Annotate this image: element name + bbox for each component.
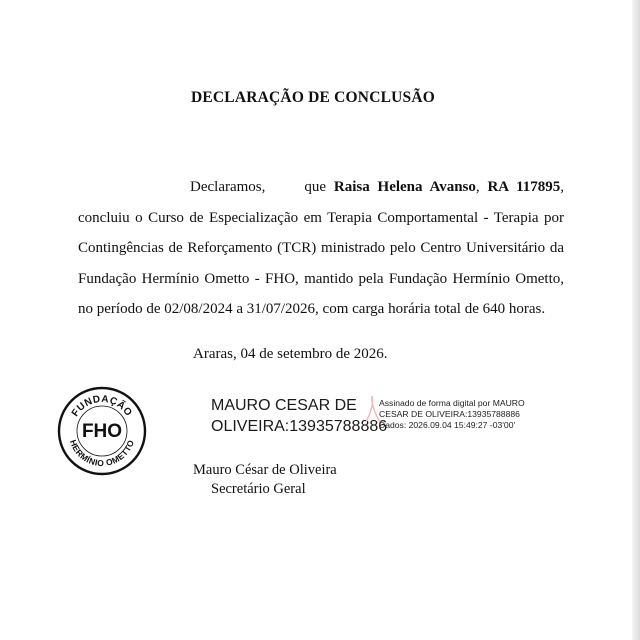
paragraph-line-1 bbox=[78, 172, 564, 203]
signature-meta-line-1: Assinado de forma digital por MAURO bbox=[379, 398, 525, 408]
digital-signature-details bbox=[379, 398, 525, 431]
seal-top-text: FUNDAÇÃO bbox=[69, 393, 135, 419]
comma: , bbox=[560, 179, 565, 195]
signature-name-line-2: OLIVEIRA:13935788886 bbox=[211, 418, 388, 435]
seal-center-text: FHO bbox=[81, 421, 123, 442]
page-edge-shadow bbox=[632, 0, 640, 640]
student-ra: RA 117895 bbox=[487, 179, 561, 195]
que-word: que bbox=[304, 179, 327, 195]
signer-name: Mauro César de Oliveira bbox=[193, 462, 337, 478]
student-name: Raisa Helena Avanso bbox=[333, 179, 476, 195]
paragraph-line-4: Fundação Hermínio Ometto - FHO, mantido pela Fundação Hermínio Ometto, bbox=[78, 270, 564, 287]
intro-word: Declaramos, bbox=[190, 179, 266, 195]
seal-bottom-text: HERMÍNIO OMETTO bbox=[67, 438, 137, 469]
place-date: Araras, 04 de setembro de 2026. bbox=[193, 346, 388, 362]
signer-role: Secretário Geral bbox=[211, 481, 306, 497]
signature-meta-line-2: CESAR DE OLIVEIRA:13935788886 bbox=[379, 409, 520, 419]
paragraph-line-2: concluiu o Curso de Especialização em Terapia Comportamental - Terapia por bbox=[78, 209, 564, 226]
document-title: DECLARAÇÃO DE CONCLUSÃO bbox=[190, 89, 435, 106]
signature-meta-line-3: Dados: 2026.09.04 15:49:27 -03'00' bbox=[379, 420, 516, 430]
comma: , bbox=[475, 179, 480, 195]
paragraph-line-5: no período de 02/08/2024 a 31/07/2026, com carga horária total de 640 horas. bbox=[78, 301, 546, 317]
paragraph-line-3: Contingências de Reforçamento (TCR) ministrado pelo Centro Universitário da bbox=[78, 240, 564, 256]
signer-block bbox=[193, 461, 337, 499]
digital-signature-name bbox=[211, 395, 387, 437]
signature-name-line-1: MAURO CESAR DE bbox=[211, 397, 357, 414]
svg-text:HERMÍNIO OMETTO bbox=[68, 438, 136, 468]
declaration-paragraph bbox=[78, 172, 564, 325]
fho-seal-icon bbox=[57, 386, 147, 476]
